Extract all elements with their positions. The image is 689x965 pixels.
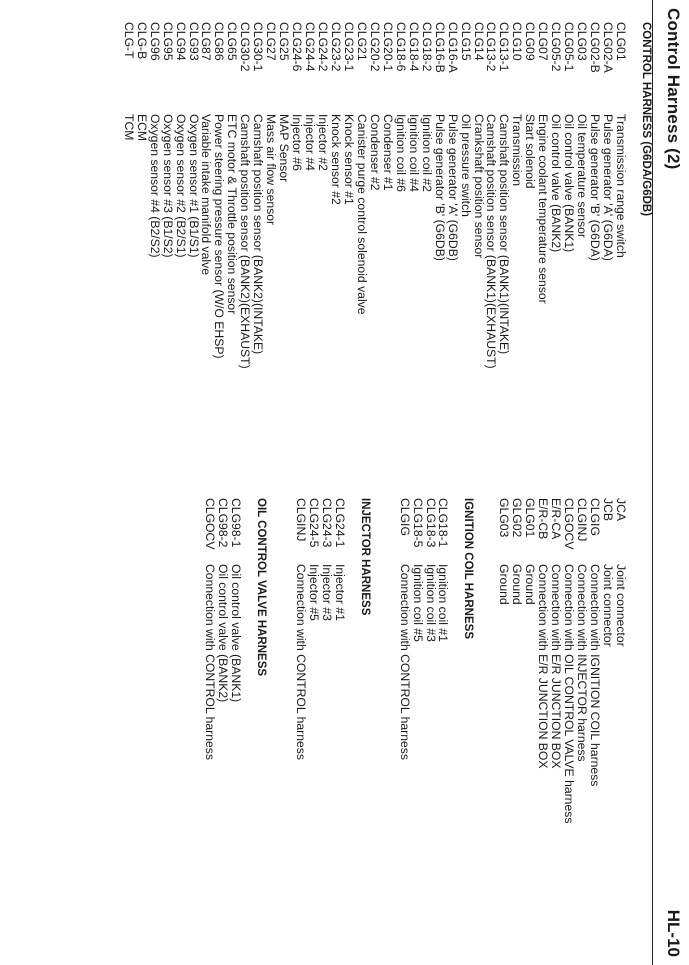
connector-code: CLG27 — [264, 22, 279, 61]
connector-code: CLG20-1 — [380, 22, 395, 72]
connector-code: CLG24-1 — [332, 498, 347, 548]
oil-control-valve-harness-heading: OIL CONTROL VALVE HARNESS — [254, 498, 267, 677]
connector-code: CLG13-1 — [497, 22, 512, 72]
connector-description: Connection with CONTROL harness — [397, 564, 412, 760]
injector-harness-section — [294, 498, 372, 958]
connector-code: CLG02-A — [601, 22, 616, 73]
connector-description: ECM — [134, 114, 149, 142]
list-item — [203, 498, 216, 958]
list-item — [437, 498, 450, 958]
connector-code: CLG18-6 — [393, 22, 408, 72]
connector-code: CLG24-2 — [316, 22, 331, 72]
connector-code: CLG30-1 — [251, 22, 266, 72]
control-harness-heading: CONTROL HARNESS (G6DA/G6DB) — [640, 22, 652, 217]
connector-description: Connection with E/R JUNCTION BOX — [549, 564, 564, 769]
list-item — [320, 498, 333, 958]
connector-code: CLG09 — [523, 22, 538, 61]
list-item — [355, 22, 368, 442]
list-item — [307, 498, 320, 958]
connector-description: Transmission — [510, 114, 525, 187]
connector-code: CLG18-1 — [436, 498, 451, 548]
connector-description: Knock sensor #1 — [341, 114, 356, 205]
connector-code: CLG05-1 — [562, 22, 577, 72]
connector-description: Ignition coil #4 — [406, 114, 421, 192]
connector-description: Ignition coil #3 — [423, 564, 438, 642]
connector-code: CLG20-2 — [367, 22, 382, 72]
list-item — [187, 22, 200, 442]
list-item — [562, 22, 575, 442]
connector-description: Connection with IGNITION COIL harness — [588, 564, 603, 787]
list-item — [614, 22, 627, 442]
list-item — [148, 22, 161, 442]
list-item — [485, 22, 498, 442]
connector-code: E/R-CB — [536, 498, 551, 540]
list-item — [407, 22, 420, 442]
list-item — [213, 22, 226, 442]
connector-code: CLGOCV — [202, 498, 217, 550]
connector-description: Oil control valve (BANK1) — [228, 564, 243, 703]
list-item — [601, 22, 614, 442]
connector-description: Pulse generator 'A' (G6DA) — [601, 114, 616, 261]
joint-connector-section — [497, 498, 653, 958]
connector-code: CLG24-5 — [306, 498, 321, 548]
connector-code: CLGINJ — [575, 498, 590, 542]
list-item — [135, 22, 148, 442]
connector-code: CLG23-2 — [329, 22, 344, 72]
list-item — [303, 22, 316, 442]
connector-description: Injector #1 — [332, 564, 347, 621]
list-item — [497, 22, 510, 442]
ignition-coil-harness-section — [398, 498, 476, 958]
list-item — [368, 22, 381, 442]
connector-description: Canister purge control solenoid valve — [354, 114, 369, 315]
connector-description: Oxygen sensor #2 (B2/S1) — [173, 114, 188, 258]
connector-code: CLG18-4 — [406, 22, 421, 72]
list-item — [251, 22, 264, 442]
connector-code: CLG98-2 — [215, 498, 230, 548]
connector-description: Oxygen sensor #1 (B1/S1) — [186, 114, 201, 258]
connector-code: CLG05-2 — [549, 22, 564, 72]
right-column — [187, 498, 653, 958]
connector-description: Injector #6 — [290, 114, 305, 171]
connector-description: Injector #3 — [319, 564, 334, 621]
list-item — [472, 22, 485, 442]
connector-description: Ignition coil #6 — [393, 114, 408, 192]
list-item — [411, 498, 424, 958]
connector-description: Oil control valve (BANK2) — [549, 114, 564, 253]
connector-description: Pulse generator 'A' (G6DB) — [445, 114, 460, 261]
connector-code: CLG96 — [147, 22, 162, 61]
connector-code: CLG18-3 — [423, 498, 438, 548]
injector-harness-heading: INJECTOR HARNESS — [358, 498, 371, 616]
connector-code: CLG24-6 — [290, 22, 305, 72]
ignition-coil-harness-heading: IGNITION COIL HARNESS — [462, 498, 475, 639]
connector-description: Oxygen sensor #3 (B1/S2) — [160, 114, 175, 258]
connector-code: CLG21 — [354, 22, 369, 61]
connector-description: Connection with CONTROL harness — [293, 564, 308, 760]
connector-code: CLG16-A — [445, 22, 460, 73]
connector-code: CLG18-2 — [419, 22, 434, 72]
list-item — [523, 22, 536, 442]
list-item — [497, 498, 510, 958]
connector-description: Ground — [523, 564, 538, 605]
connector-description: Joint connector — [614, 564, 628, 647]
connector-code: CLGIG — [588, 498, 603, 536]
list-item — [523, 498, 536, 958]
connector-description: Ground — [510, 564, 525, 605]
control-harness-list — [122, 22, 627, 442]
connector-description: Oil control valve (BANK2) — [215, 564, 230, 703]
connector-code: CLGIG — [397, 498, 412, 536]
list-item — [229, 498, 242, 958]
connector-code: GLG03 — [497, 498, 512, 538]
connector-description: Injector #4 — [303, 114, 318, 171]
joint-connector-list — [497, 498, 627, 958]
list-item — [398, 498, 411, 958]
list-item — [342, 22, 355, 442]
connector-code: CLGOCV — [562, 498, 577, 550]
list-item — [433, 22, 446, 442]
connector-description: Injector #2 — [316, 114, 331, 171]
connector-description: Oil control valve (BANK1) — [562, 114, 577, 253]
connector-code: CLG03 — [575, 22, 590, 61]
connector-description: Transmission range switch — [614, 114, 628, 258]
connector-code: CLG01 — [614, 22, 628, 61]
list-item — [549, 498, 562, 958]
list-item — [562, 498, 575, 958]
connector-code: CLG86 — [212, 22, 227, 61]
connector-code: CLG25 — [277, 22, 292, 61]
connector-code: CLG24-3 — [319, 498, 334, 548]
connector-description: Pulse generator 'B' (G6DA) — [588, 114, 603, 261]
list-item — [510, 498, 523, 958]
joint-list-spacer — [627, 498, 653, 958]
connector-description: Connection with E/R JUNCTION BOX — [536, 564, 551, 769]
list-item — [161, 22, 174, 442]
connector-code: CLG93 — [186, 22, 201, 61]
connector-code: CLG-T — [121, 22, 136, 59]
list-item — [575, 22, 588, 442]
connector-description: Oxygen sensor #4 (B2/S2) — [147, 114, 162, 258]
page-header — [652, 0, 689, 965]
list-item — [200, 22, 213, 442]
list-item — [536, 22, 549, 442]
list-item — [420, 22, 433, 442]
list-item — [264, 22, 277, 442]
connector-description: Joint connector — [601, 564, 616, 647]
connector-code: CLG14 — [471, 22, 486, 61]
connector-code: CLG95 — [160, 22, 175, 61]
list-item — [290, 22, 303, 442]
list-item — [588, 22, 601, 442]
list-item — [381, 22, 394, 442]
connector-description: Crankshaft position sensor — [471, 114, 486, 259]
list-item — [446, 22, 459, 442]
connector-description: ETC motor & Throttle position sensor — [225, 114, 240, 315]
list-item — [549, 22, 562, 442]
list-item — [588, 498, 601, 958]
connector-code: CLG02-B — [588, 22, 603, 73]
connector-description: Engine coolant temperature sensor — [536, 114, 551, 304]
list-item — [536, 498, 549, 958]
connector-code: GLG01 — [523, 498, 538, 538]
connector-description: Connection with INJECTOR harness — [575, 564, 590, 762]
connector-code: CLG87 — [199, 22, 214, 61]
connector-description: Mass air flow sensor — [264, 114, 279, 226]
connector-code: CLG-B — [134, 22, 149, 60]
connector-description: Power steering pressure sensor (W/O EHSP) — [212, 114, 227, 359]
connector-description: Ignition coil #2 — [419, 114, 434, 192]
list-item — [238, 22, 251, 442]
list-item — [601, 498, 614, 958]
connector-description: Camshaft position sensor (BANK2)(INTAKE) — [251, 114, 266, 355]
oil-control-valve-harness-list — [203, 498, 242, 958]
connector-description: Connection with CONTROL harness — [202, 564, 217, 760]
connector-description: Ground — [497, 564, 512, 605]
list-item — [174, 22, 187, 442]
connector-description: Injector #5 — [306, 564, 321, 621]
connector-description: Pulse generator 'B' (G6DB) — [432, 114, 447, 261]
connector-description: MAP Sensor — [277, 114, 292, 183]
connector-code: CLG23-1 — [341, 22, 356, 72]
list-item — [122, 22, 135, 442]
page-title: Control Harness (2) — [664, 8, 683, 170]
connector-code: CLG18-5 — [410, 498, 425, 548]
connector-description: Ignition coil #1 — [436, 564, 451, 642]
connector-code: CLG94 — [173, 22, 188, 61]
injector-harness-list — [294, 498, 346, 958]
connector-description: Condenser #1 — [380, 114, 395, 191]
connector-code: GLG02 — [510, 498, 525, 538]
connector-code: JCA — [614, 498, 628, 522]
list-item — [316, 22, 329, 442]
connector-code: CLG07 — [536, 22, 551, 61]
list-item — [575, 498, 588, 958]
connector-description: Connection with OIL CONTROL VALVE harness — [562, 564, 577, 824]
connector-code: CLG24-4 — [303, 22, 318, 72]
connector-code: E/R-CA — [549, 498, 564, 540]
connector-description: Condenser #2 — [367, 114, 382, 191]
control-harness-section — [122, 22, 653, 442]
connector-description: Camshaft position sensor (BANK1)(INTAKE) — [497, 114, 512, 355]
connector-description: Variable intake manifold valve — [199, 114, 214, 276]
list-item — [394, 22, 407, 442]
connector-description: Oil temperature sensor — [575, 114, 590, 238]
connector-description: Start solenoid — [523, 114, 538, 189]
list-item — [614, 498, 627, 958]
connector-description: Knock sensor #2 — [329, 114, 344, 205]
connector-code: CLG10 — [510, 22, 525, 61]
connector-code: CLG16-B — [432, 22, 447, 73]
connector-description: Oil pressure switch — [458, 114, 473, 217]
connector-description: Camshaft position sensor (BANK2)(EXHAUST) — [238, 114, 253, 369]
oil-control-valve-harness-section — [203, 498, 268, 958]
connector-description: Ignition coil #5 — [410, 564, 425, 642]
list-item — [225, 22, 238, 442]
list-item — [333, 498, 346, 958]
left-column — [106, 22, 653, 442]
connector-code: CLG65 — [225, 22, 240, 61]
connector-description: Camshaft position sensor (BANK1)(EXHAUST) — [484, 114, 499, 369]
connector-code: CLG15 — [458, 22, 473, 61]
connector-code: JCB — [601, 498, 616, 522]
connector-description: TCM — [121, 114, 136, 141]
connector-code: CLG98-1 — [228, 498, 243, 548]
list-item — [216, 498, 229, 958]
list-item — [510, 22, 523, 442]
list-item — [294, 498, 307, 958]
list-item — [277, 22, 290, 442]
list-item — [424, 498, 437, 958]
connector-code: CLG13-2 — [484, 22, 499, 72]
list-item — [459, 22, 472, 442]
page-number: HL-10 — [664, 909, 683, 957]
connector-code: CLG30-2 — [238, 22, 253, 72]
list-item — [329, 22, 342, 442]
connector-code: CLGINJ — [293, 498, 308, 542]
ignition-coil-harness-list — [398, 498, 450, 958]
